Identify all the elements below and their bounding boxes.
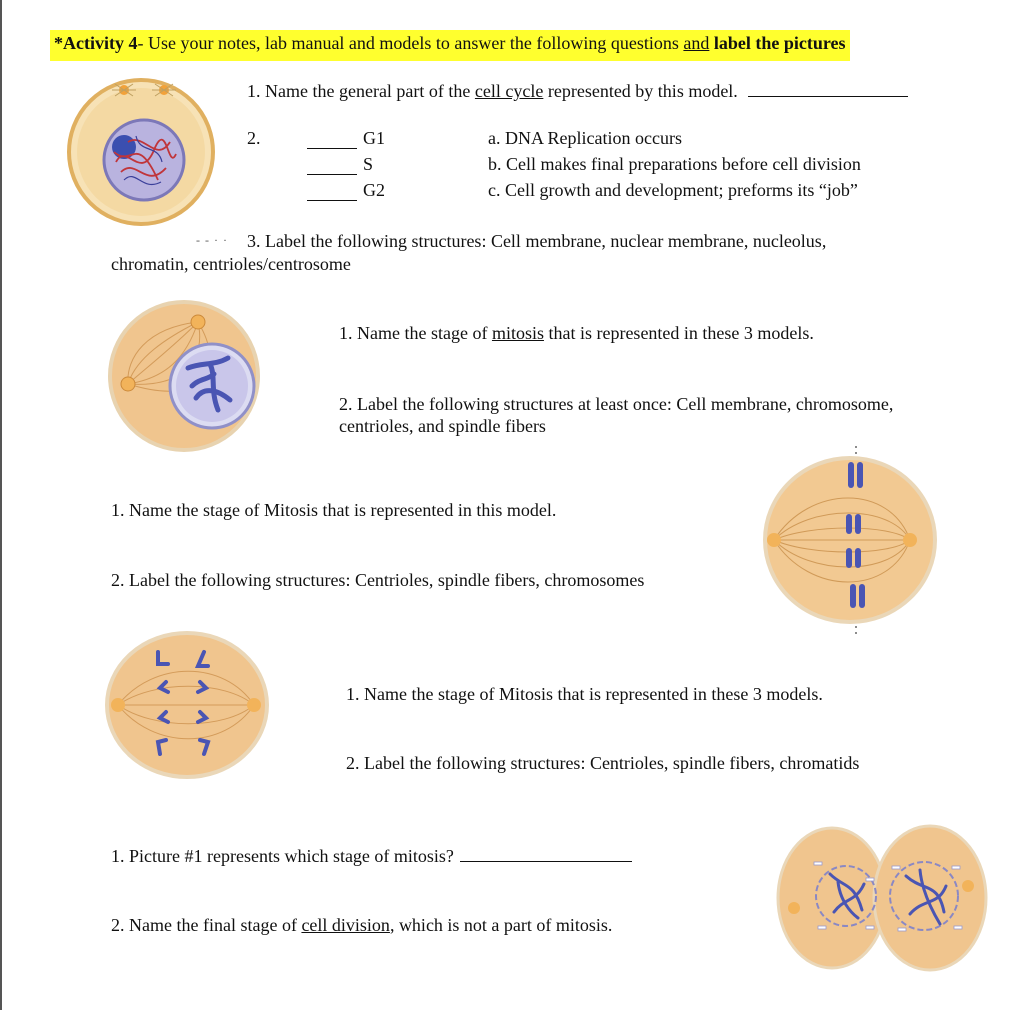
option-b: b. Cell makes final preparations before cell division <box>488 154 861 174</box>
phase-g1: G1 <box>363 128 385 148</box>
title-instructions: - Use your notes, lab manual and models to answer the following questions <box>137 33 684 53</box>
s5-q2: 2. Name the final stage of cell division, which is not a part of mitosis. <box>111 915 613 935</box>
s-answer-blank[interactable] <box>307 158 357 175</box>
s1-q3-line1: 3. Label the following structures: Cell membrane, nuclear membrane, nucleolus, <box>247 231 827 251</box>
option-c: c. Cell growth and development; preforms its “job” <box>488 180 858 200</box>
prophase-cell-icon <box>106 298 262 454</box>
s2-q2-line2: centrioles, and spindle fibers <box>339 416 546 436</box>
s1-q1: 1. Name the general part of the cell cycle represented by this model. <box>247 80 908 102</box>
s4-q1: 1. Name the stage of Mitosis that is represented in these 3 models. <box>346 684 823 704</box>
s3-q2: 2. Label the following structures: Centrioles, spindle fibers, chromosomes <box>111 570 645 590</box>
page-left-border <box>0 0 2 1010</box>
phase-s: S <box>363 154 374 174</box>
s2-q2-line1: 2. Label the following structures at least once: Cell membrane, chromosome, <box>339 394 894 414</box>
s4-q2: 2. Label the following structures: Centrioles, spindle fibers, chromatids <box>346 753 860 773</box>
s3-q1: 1. Name the stage of Mitosis that is represented in this model. <box>111 500 557 520</box>
s5-q1-answer-blank[interactable] <box>460 845 632 862</box>
g1-answer-blank[interactable] <box>307 132 357 149</box>
g2-answer-blank[interactable] <box>307 184 357 201</box>
title-label-pictures: label the pictures <box>709 33 846 53</box>
label-dash-mark: - - · · <box>196 233 228 247</box>
option-a: a. DNA Replication occurs <box>488 128 682 148</box>
interphase-cell-icon <box>66 72 216 230</box>
anaphase-cell-icon <box>104 630 270 780</box>
title-and: and <box>683 33 710 53</box>
s1-q2-number: 2. <box>247 128 261 148</box>
activity-title <box>50 30 850 61</box>
cell-division-term: cell division <box>301 915 390 935</box>
s5-q1: 1. Picture #1 represents which stage of mitosis? <box>111 845 632 867</box>
telophase-cell-icon <box>774 822 990 974</box>
phase-g2: G2 <box>363 180 385 200</box>
metaphase-cell-icon <box>760 444 940 640</box>
s1-q3-line2: chromatin, centrioles/centrosome <box>111 254 351 274</box>
cell-cycle-term: cell cycle <box>474 81 544 101</box>
mitosis-term: mitosis <box>491 323 544 343</box>
activity-number: *Activity 4 <box>54 33 138 53</box>
s1-q1-answer-blank[interactable] <box>748 80 908 97</box>
s2-q1: 1. Name the stage of mitosis that is represented in these 3 models. <box>339 323 814 343</box>
